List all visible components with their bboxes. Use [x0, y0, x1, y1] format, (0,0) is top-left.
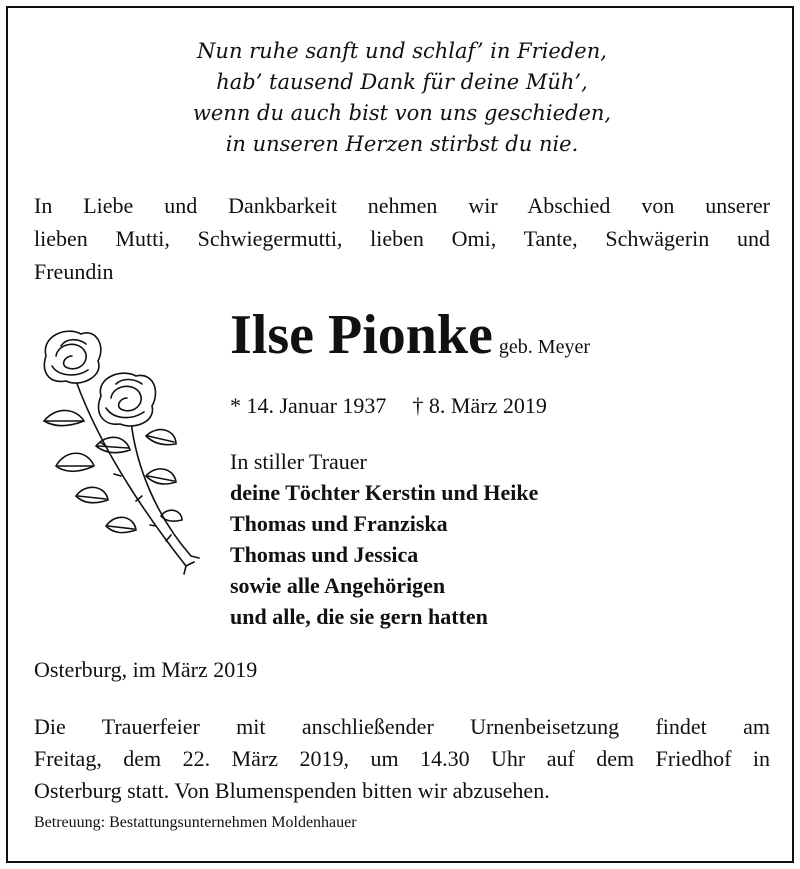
ceremony-line: Osterburg statt. Von Blumenspenden bitten wir abzusehen. — [34, 778, 550, 803]
mourner-line: Thomas und Franziska — [230, 511, 448, 536]
poem — [8, 36, 796, 160]
ceremony-line: Die Trauerfeier mit anschließender Urnenbeisetzung findet am — [34, 714, 770, 739]
intro-line: Freundin — [34, 259, 114, 284]
poem-line: wenn du auch bist von uns geschieden, — [192, 101, 612, 125]
ceremony-line: Freitag, dem 22. März 2019, um 14.30 Uhr auf dem Friedhof in — [34, 746, 770, 771]
obituary-frame — [6, 6, 794, 863]
mourner-line: und alle, die sie gern hatten — [230, 604, 488, 629]
poem-line: Nun ruhe sanft und schlaf’ in Frieden, — [197, 39, 607, 63]
mourner-line: sowie alle Angehörigen — [230, 573, 446, 598]
life-dates — [230, 391, 547, 421]
intro-line: lieben Mutti, Schwiegermutti, lieben Omi, Tante, Schwägerin und — [34, 226, 770, 251]
poem-line: hab’ tausend Dank für deine Müh’, — [216, 70, 588, 94]
mourners-block — [230, 446, 538, 632]
death-date: † 8. März 2019 — [412, 393, 547, 418]
mourner-line: Thomas und Jessica — [230, 542, 419, 567]
rose-icon — [36, 326, 206, 581]
deceased-name: Ilse Pionke — [230, 304, 493, 366]
intro-text — [34, 189, 770, 288]
mourner-line: deine Töchter Kerstin und Heike — [230, 480, 539, 505]
deceased-name-row — [230, 295, 590, 375]
mourners-heading: In stiller Trauer — [230, 449, 367, 474]
intro-line: In Liebe und Dankbarkeit nehmen wir Abschied von unserer — [34, 193, 770, 218]
place-date: Osterburg, im März 2019 — [34, 657, 258, 682]
ceremony-text — [34, 711, 770, 807]
maiden-name: geb. Meyer — [498, 336, 590, 358]
funeral-home-credit: Betreuung: Bestattungsunternehmen Moldenhauer — [34, 814, 357, 831]
birth-date: * 14. Januar 1937 — [230, 393, 387, 418]
poem-line: in unseren Herzen stirbst du nie. — [225, 132, 579, 156]
